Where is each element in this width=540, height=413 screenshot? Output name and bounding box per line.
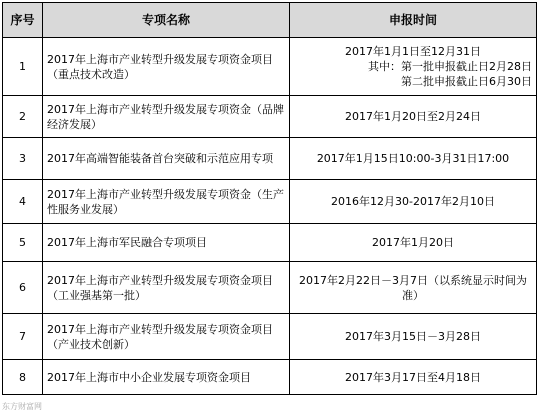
apply-time-line: 2017年1月15日10:00-3月31日17:00 [316,152,510,165]
table-row [3,38,537,96]
row-project-name: 2017年上海市产业转型升级发展专项资金项目（重点技术改造） [43,38,290,96]
table-row [3,138,537,180]
row-apply-time [290,138,537,180]
apply-schedule-table [2,2,537,395]
table-row [3,262,537,314]
row-apply-time [290,360,537,395]
apply-time-line: 2016年12月30-2017年2月10日 [331,195,495,208]
table-row [3,180,537,224]
watermark: 东方财富网 [2,402,42,411]
table-row [3,314,537,360]
row-project-name: 2017年上海市中小企业发展专项资金项目 [43,360,290,395]
apply-schedule-table-container [2,2,537,395]
row-apply-time [290,38,537,96]
row-apply-time [290,180,537,224]
row-number: 5 [3,224,43,262]
row-project-name: 2017年上海市产业转型升级发展专项资金（生产性服务业发展） [43,180,290,224]
apply-time-line: 2017年3月15日－3月28日 [345,330,481,343]
row-project-name: 2017年上海市产业转型升级发展专项资金项目（产业技术创新） [43,314,290,360]
row-number: 6 [3,262,43,314]
header-row [3,3,537,38]
row-apply-time [290,314,537,360]
row-number: 8 [3,360,43,395]
row-apply-time [290,262,537,314]
header-project-name: 专项名称 [43,3,290,38]
row-number: 4 [3,180,43,224]
apply-time-line: 2017年2月22日－3月7日（以系统显示时间为准） [299,273,527,302]
apply-time-line: 其中：第一批申报截止日2月28日 [368,60,532,73]
row-project-name: 2017年高端智能装备首台突破和示范应用专项 [43,138,290,180]
header-number: 序号 [3,3,43,38]
row-project-name: 2017年上海市军民融合专项项目 [43,224,290,262]
apply-time-line: 2017年1月20日至2月24日 [345,110,481,123]
row-number: 7 [3,314,43,360]
table-row [3,360,537,395]
apply-time-line: 第二批申报截止日6月30日 [401,75,532,88]
row-project-name: 2017年上海市产业转型升级发展专项资金（品牌经济发展） [43,96,290,138]
row-number: 3 [3,138,43,180]
apply-time-line: 2017年1月1日至12月31日 [345,45,481,58]
table-row [3,224,537,262]
row-project-name: 2017年上海市产业转型升级发展专项资金项目（工业强基第一批） [43,262,290,314]
apply-time-line: 2017年3月17日至4月18日 [345,370,481,384]
table-row [3,96,537,138]
header-apply-time: 申报时间 [290,3,537,38]
row-apply-time [290,96,537,138]
row-number: 1 [3,38,43,96]
row-number: 2 [3,96,43,138]
apply-time-line: 2017年1月20日 [372,236,454,249]
row-apply-time [290,224,537,262]
